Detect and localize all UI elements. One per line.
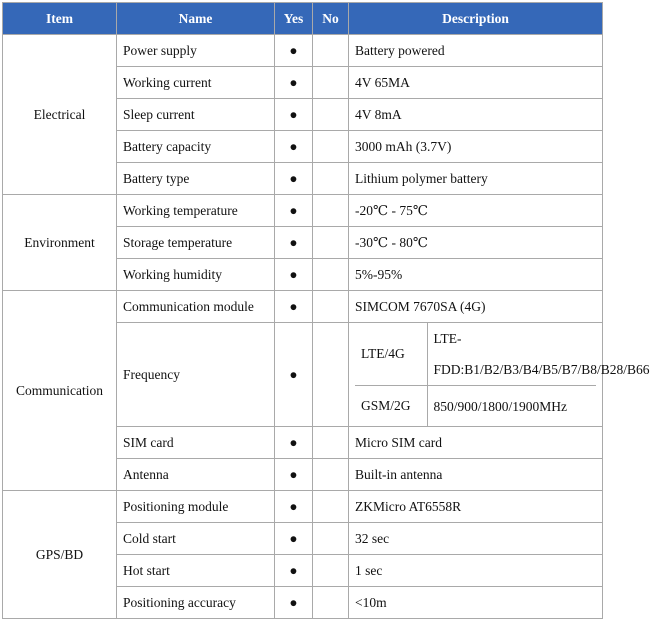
- row-description: 4V 8mA: [349, 99, 603, 131]
- no-cell: [313, 523, 349, 555]
- table-row: [3, 291, 603, 323]
- table-row: [3, 195, 603, 227]
- row-description: Built-in antenna: [349, 459, 603, 491]
- row-name: SIM card: [117, 427, 275, 459]
- row-description: -30℃ - 80℃: [349, 227, 603, 259]
- header-description: Description: [349, 3, 603, 35]
- no-cell: [313, 427, 349, 459]
- header-row: [3, 3, 603, 35]
- frequency-row-lte: [355, 323, 596, 386]
- row-description: <10m: [349, 587, 603, 619]
- no-cell: [313, 99, 349, 131]
- no-cell: [313, 35, 349, 67]
- yes-mark: ●: [275, 195, 313, 227]
- row-description: ZKMicro AT6558R: [349, 491, 603, 523]
- header-item: Item: [3, 3, 117, 35]
- row-name: Working humidity: [117, 259, 275, 291]
- no-cell: [313, 131, 349, 163]
- header-no: No: [313, 3, 349, 35]
- frequency-row-gsm: [355, 386, 596, 427]
- yes-mark: ●: [275, 291, 313, 323]
- group-label-electrical: Electrical: [3, 35, 117, 195]
- row-name: Sleep current: [117, 99, 275, 131]
- yes-mark: ●: [275, 163, 313, 195]
- yes-mark: ●: [275, 555, 313, 587]
- table-row: [3, 491, 603, 523]
- row-name: Power supply: [117, 35, 275, 67]
- yes-mark: ●: [275, 67, 313, 99]
- row-description: 1 sec: [349, 555, 603, 587]
- no-cell: [313, 323, 349, 427]
- yes-mark: ●: [275, 587, 313, 619]
- yes-mark: ●: [275, 459, 313, 491]
- yes-mark: ●: [275, 323, 313, 427]
- row-description: Battery powered: [349, 35, 603, 67]
- no-cell: [313, 491, 349, 523]
- group-label-environment: Environment: [3, 195, 117, 291]
- frequency-band-value: LTE-FDD:B1/B2/B3/B4/B5/B7/B8/B28/B66: [427, 323, 596, 386]
- spec-table: [2, 2, 650, 619]
- frequency-band-value: 850/900/1800/1900MHz: [433, 398, 567, 414]
- header-name: Name: [117, 3, 275, 35]
- group-label-gps-bd: GPS/BD: [3, 491, 117, 619]
- row-description: SIMCOM 7670SA (4G): [349, 291, 603, 323]
- no-cell: [313, 163, 349, 195]
- row-description: 5%-95%: [349, 259, 603, 291]
- row-description: Lithium polymer battery: [349, 163, 603, 195]
- row-name: Working temperature: [117, 195, 275, 227]
- row-name: Storage temperature: [117, 227, 275, 259]
- yes-mark: ●: [275, 131, 313, 163]
- row-description: 4V 65MA: [349, 67, 603, 99]
- frequency-subtable: [355, 323, 650, 426]
- yes-mark: ●: [275, 491, 313, 523]
- no-cell: [313, 555, 349, 587]
- row-name: Battery capacity: [117, 131, 275, 163]
- yes-mark: ●: [275, 99, 313, 131]
- row-name: Hot start: [117, 555, 275, 587]
- frequency-band-label: GSM/2G: [355, 386, 427, 427]
- row-name: Positioning accuracy: [117, 587, 275, 619]
- yes-mark: ●: [275, 523, 313, 555]
- frequency-band-label: LTE/4G: [355, 323, 427, 386]
- header-yes: Yes: [275, 3, 313, 35]
- yes-mark: ●: [275, 227, 313, 259]
- row-description: 32 sec: [349, 523, 603, 555]
- no-cell: [313, 227, 349, 259]
- no-cell: [313, 291, 349, 323]
- row-name: Working current: [117, 67, 275, 99]
- frequency-description: [349, 323, 650, 427]
- no-cell: [313, 195, 349, 227]
- table-header: [3, 3, 603, 35]
- no-cell: [313, 67, 349, 99]
- row-name: Battery type: [117, 163, 275, 195]
- row-name: Communication module: [117, 291, 275, 323]
- no-cell: [313, 259, 349, 291]
- table-row: [3, 35, 603, 67]
- no-cell: [313, 587, 349, 619]
- row-description: 3000 mAh (3.7V): [349, 131, 603, 163]
- row-name: Cold start: [117, 523, 275, 555]
- row-description: -20℃ - 75℃: [349, 195, 603, 227]
- row-name: Positioning module: [117, 491, 275, 523]
- table-body: [3, 35, 650, 619]
- yes-mark: ●: [275, 35, 313, 67]
- group-label-communication: Communication: [3, 291, 117, 491]
- yes-mark: ●: [275, 259, 313, 291]
- row-description: Micro SIM card: [349, 427, 603, 459]
- yes-mark: ●: [275, 427, 313, 459]
- no-cell: [313, 459, 349, 491]
- row-name: Antenna: [117, 459, 275, 491]
- row-name: Frequency: [117, 323, 275, 427]
